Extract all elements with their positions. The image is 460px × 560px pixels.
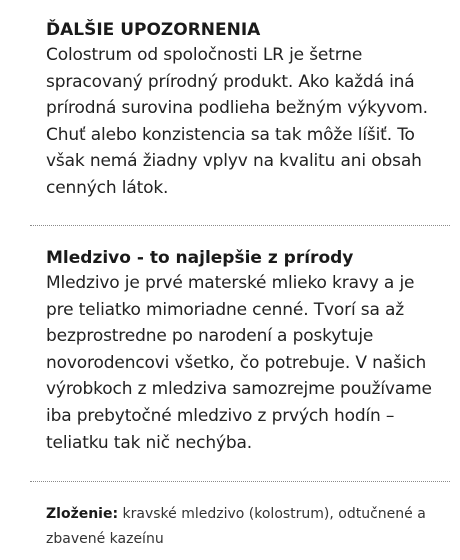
colostrum-text: Mledzivo je prvé materské mlieko kravy a je pre teliatko mimoriadne cenné. Tvorí sa až bezprostredne po narodení a poskytuje novorodencovi všetko, čo potrebuje. V našich výrobkoch z mledziva samozrejme používame iba prebytočné mledzivo z prvých hodín – teliatku tak nič nechýba. [46,273,432,453]
colostrum-section [46,246,446,456]
dotted-divider [30,225,450,226]
composition-section [46,502,446,552]
colostrum-heading: Mledzivo - to najlepšie z prírody [46,248,354,268]
additional-notes-heading: ĎALŠIE UPOZORNENIA [46,20,261,40]
dotted-divider [30,481,450,482]
composition-value: kravské mledzivo (kolostrum), odtučnené a zbavené kazeínu [46,506,426,547]
composition-label: Zloženie: [46,506,119,522]
additional-notes-text: Colostrum od spoločnosti LR je šetrne spracovaný prírodný produkt. Ako každá iná prírodná surovina podlieha bežným výkyvom. Chuť alebo konzistencia sa tak môže líšiť. To však nemá žiadny vplyv na kvalitu ani obsah cenných látok. [46,45,428,198]
composition-text [46,502,446,552]
additional-notes-section [46,18,446,202]
